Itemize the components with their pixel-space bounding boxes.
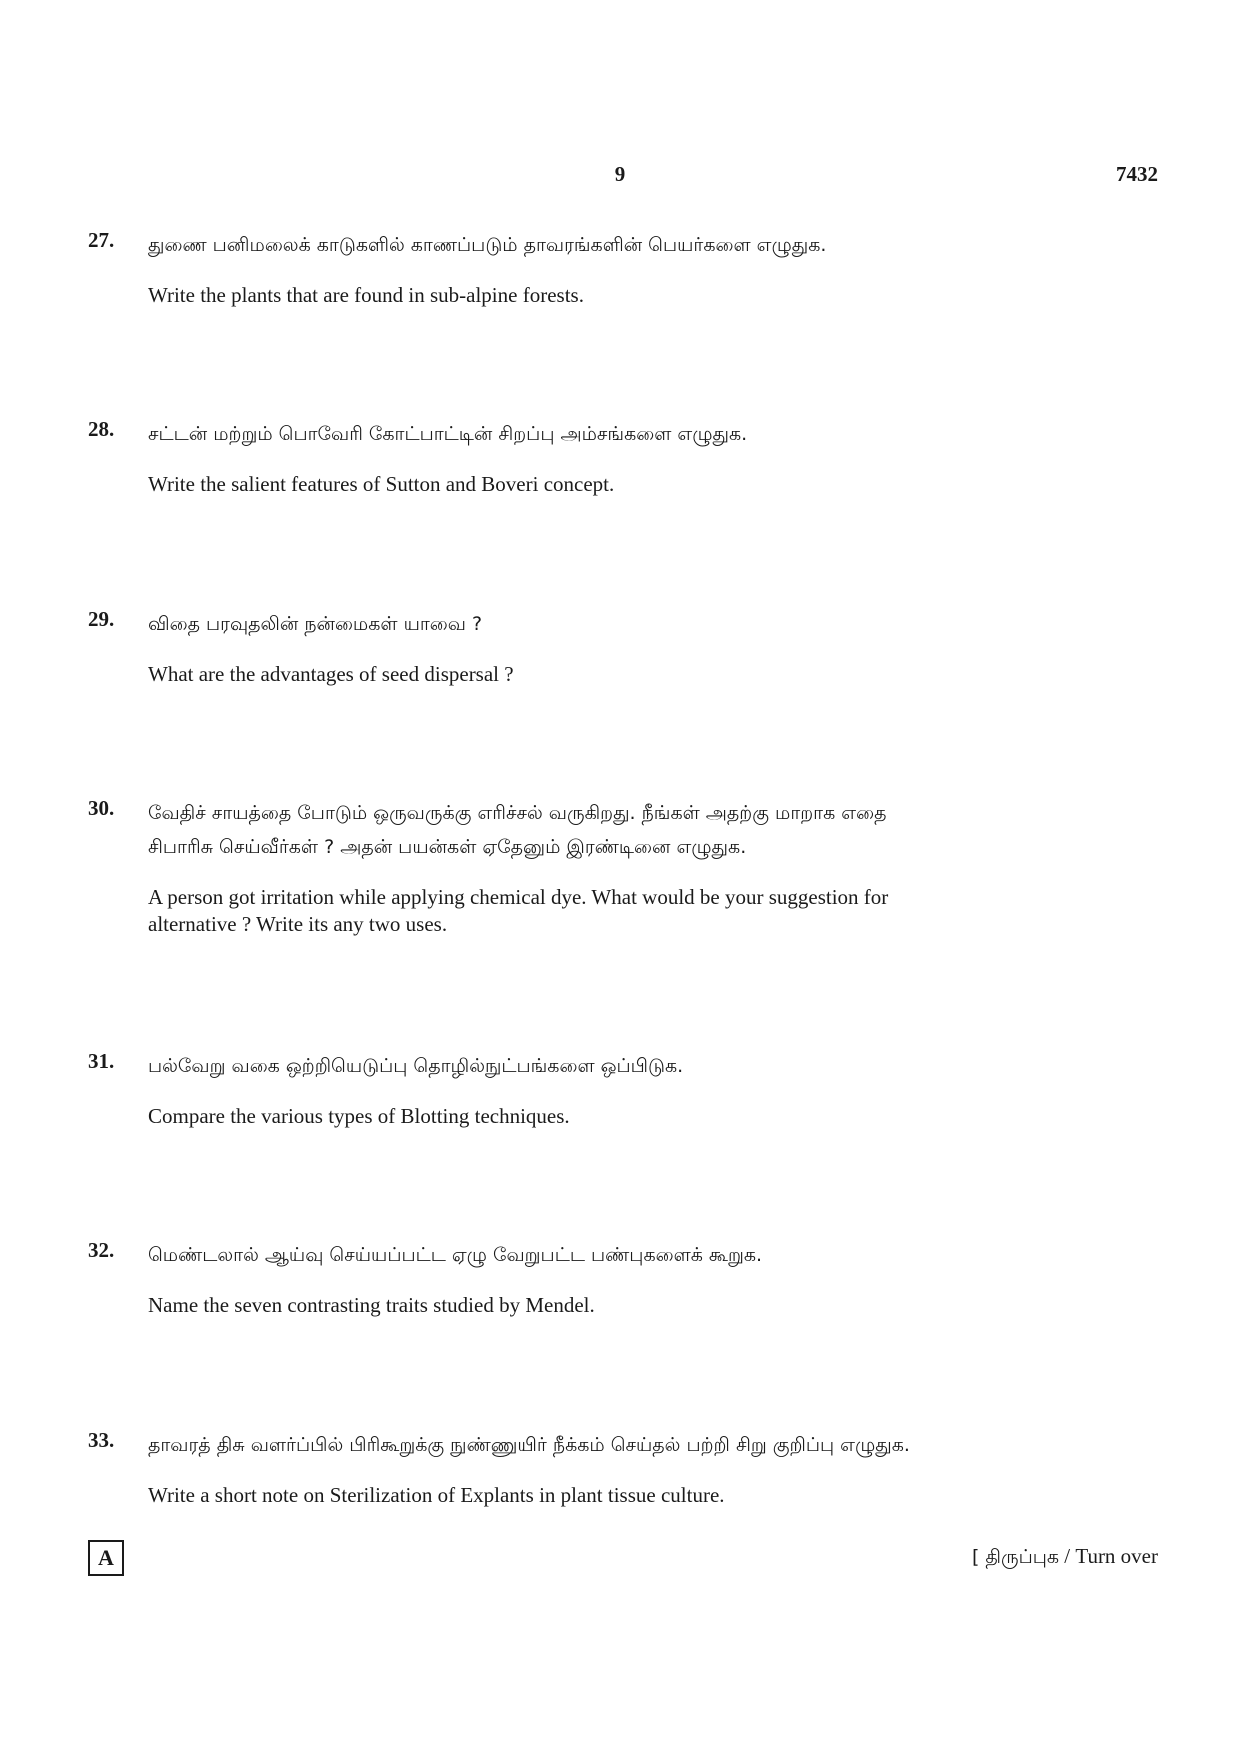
question-33 bbox=[88, 1428, 1158, 1509]
question-text-english: A person got irritation while applying chemical dye. What would be your suggestion for alternative ? Write its any two uses. bbox=[148, 885, 889, 936]
question-text-english: Write the plants that are found in sub-alpine forests. bbox=[148, 283, 584, 307]
question-text-tamil: பல்வேறு வகை ஒற்றியெடுப்பு தொழில்நுட்பங்களை ஒப்பிடுக. bbox=[148, 1055, 684, 1077]
question-text-tamil: வேதிச் சாயத்தை போடும் ஒருவருக்கு எரிச்சல் வருகிறது. நீங்கள் அதற்கு மாறாக எதை சிபாரிசு செய்வீர்கள் ? அதன் பயன்கள் ஏதேனும் இரண்டினை எழுதுக. bbox=[148, 802, 887, 858]
question-number: 30. bbox=[88, 796, 115, 820]
question-31 bbox=[88, 1049, 1158, 1130]
question-number: 29. bbox=[88, 607, 115, 631]
question-number: 33. bbox=[88, 1428, 115, 1452]
question-text-english: Compare the various types of Blotting techniques. bbox=[148, 1104, 570, 1128]
version-box: A bbox=[88, 1540, 124, 1576]
question-text-tamil: துணை பனிமலைக் காடுகளில் காணப்படும் தாவரங்களின் பெயர்களை எழுதுக. bbox=[148, 234, 827, 256]
turn-over-english: / Turn over bbox=[1064, 1544, 1158, 1568]
turn-over-label bbox=[972, 1544, 1158, 1571]
question-32 bbox=[88, 1238, 1158, 1319]
question-text-tamil: தாவரத் திசு வளர்ப்பில் பிரிகூறுக்கு நுண்ணுயிர் நீக்கம் செய்தல் பற்றி சிறு குறிப்பு எழுதுக. bbox=[148, 1434, 910, 1456]
page-number: 9 bbox=[614, 162, 626, 186]
question-text-english: What are the advantages of seed dispersal ? bbox=[148, 662, 514, 686]
question-text-english: Name the seven contrasting traits studied by Mendel. bbox=[148, 1293, 595, 1317]
question-text-tamil: சட்டன் மற்றும் பொவேரி கோட்பாட்டின் சிறப்பு அம்சங்களை எழுதுக. bbox=[148, 423, 748, 445]
question-number: 28. bbox=[88, 417, 115, 441]
question-number: 27. bbox=[88, 228, 115, 252]
question-text-english: Write a short note on Sterilization of Explants in plant tissue culture. bbox=[148, 1483, 725, 1507]
question-number: 31. bbox=[88, 1049, 115, 1073]
question-29 bbox=[88, 607, 1158, 688]
question-text-tamil: விதை பரவுதலின் நன்மைகள் யாவை ? bbox=[148, 613, 483, 635]
question-number: 32. bbox=[88, 1238, 115, 1262]
turn-over-tamil: [ திருப்புக bbox=[971, 1546, 1060, 1568]
question-text-tamil: மெண்டலால் ஆய்வு செய்யப்பட்ட ஏழு வேறுபட்ட பண்புகளைக் கூறுக. bbox=[148, 1244, 763, 1266]
question-text-english: Write the salient features of Sutton and Boveri concept. bbox=[148, 472, 615, 496]
question-30 bbox=[88, 796, 1158, 938]
question-28 bbox=[88, 417, 1158, 498]
question-27 bbox=[88, 228, 1158, 309]
paper-code: 7432 bbox=[1116, 162, 1158, 186]
